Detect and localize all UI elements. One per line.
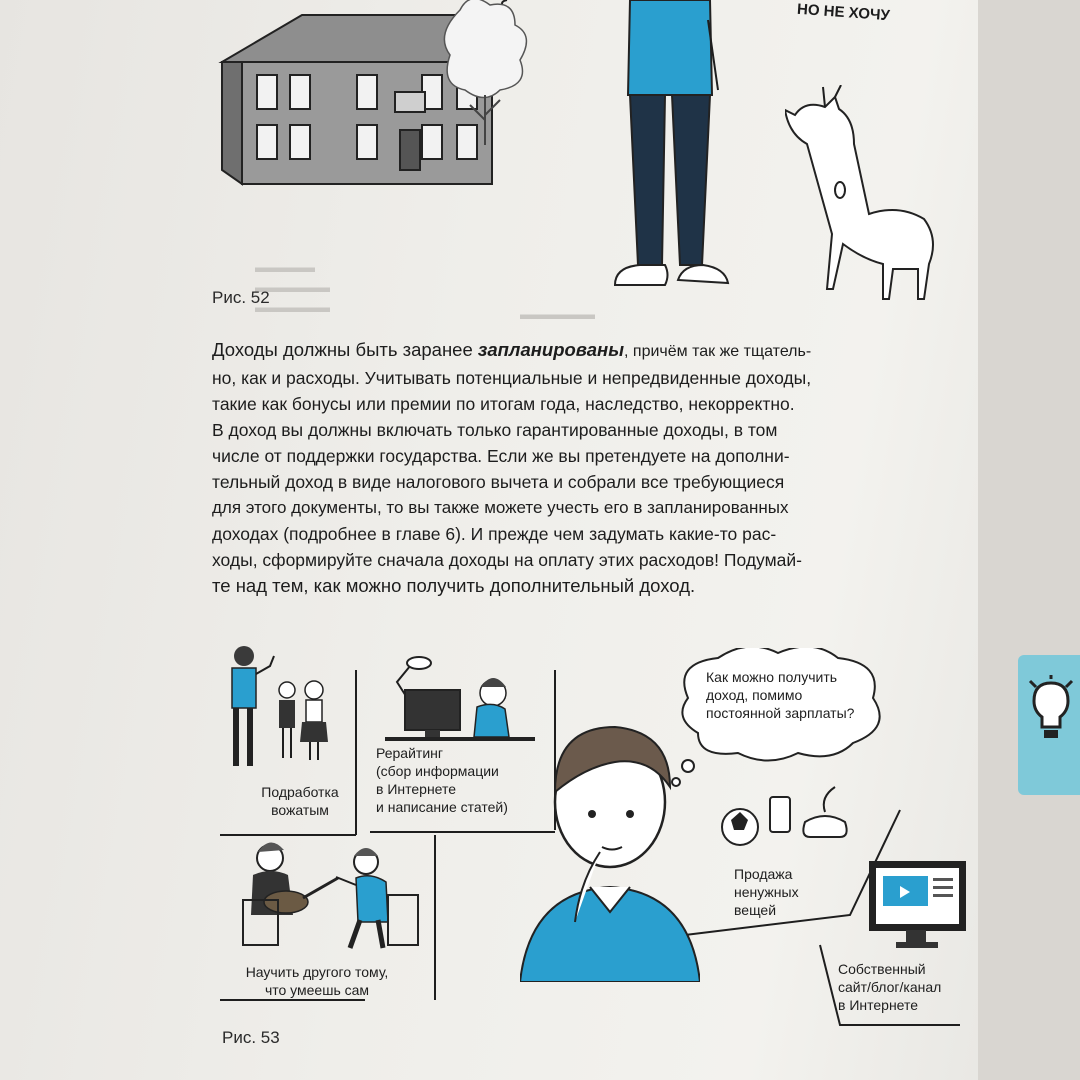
teaching-illustration	[238, 840, 428, 955]
label-line: сайт/блог/канал	[838, 979, 942, 995]
label-line: в Интернете	[376, 781, 457, 797]
paragraph-line: но, как и расходы. Учитывать потенциальные и непредвиденные доходы,	[212, 368, 812, 388]
bubble-line: Как можно получить	[706, 669, 838, 685]
emphasized-word: запланированы	[477, 339, 625, 360]
speech-text: НО НЕ ХОЧУ	[796, 0, 891, 25]
paragraph-text: Доходы должны быть заранее	[212, 339, 478, 360]
bleed-through-text: ▬▬▬▬ ▬▬▬▬▬ ▬▬▬▬▬	[255, 259, 330, 316]
gamepad-icon	[803, 816, 846, 837]
label-sell	[734, 865, 834, 919]
label-line: Рерайтинг	[376, 745, 443, 761]
bleed-through-text: ▬▬▬▬▬	[520, 306, 595, 323]
figure-52-caption: Рис. 52	[212, 288, 270, 307]
paragraph-line: В доход вы должны включать только гарантированные доходы, в том	[212, 420, 778, 440]
label-line: (сбор информации	[376, 763, 499, 779]
paragraph-line: такие как бонусы или премии по итогам года, наследство, некорректно.	[212, 394, 795, 414]
label-line: что умеешь сам	[264, 982, 370, 998]
label-line: Продажа	[734, 866, 793, 882]
goat-illustration	[785, 85, 950, 300]
thought-bubble-text	[706, 668, 896, 722]
label-line: Собственный	[838, 961, 926, 977]
label-site	[838, 960, 978, 1014]
hint-tab	[1018, 655, 1080, 795]
paragraph-line: числе от поддержки государства. Если же вы претендуете на дополни-	[212, 446, 790, 466]
paragraph-line: те над тем, как можно получить дополнительный доход.	[212, 575, 696, 596]
paragraph-text: , причём так же тщатель-	[624, 343, 812, 360]
paragraph-line: доходах (подробнее в главе 6). И прежде чем задумать какие-то рас-	[212, 524, 777, 544]
label-line: Научить другого тому,	[245, 964, 389, 980]
counselor-illustration	[222, 642, 337, 777]
label-teach	[232, 963, 402, 999]
label-line: в Интернете	[838, 997, 919, 1013]
label-line: вещей	[734, 902, 777, 918]
figure-53-caption: Рис. 53	[222, 1028, 280, 1047]
paragraph-line: тельный доход в виде налогового вычета и собрали все требующиеся	[212, 472, 785, 492]
paragraph-line: ходы, сформируйте сначала доходы на оплату этих расходов! Подумай-	[212, 550, 802, 570]
label-counselor	[250, 783, 350, 819]
thinking-boy-illustration	[520, 722, 700, 982]
sell-items-illustration	[710, 782, 860, 852]
lightbulb-icon	[1026, 675, 1076, 745]
monitor-icon	[868, 860, 968, 955]
standing-person-illustration	[600, 0, 740, 290]
label-line: Подработка	[261, 784, 339, 800]
main-paragraph	[212, 337, 964, 599]
label-line: вожатым	[271, 802, 329, 818]
bubble-line: доход, помимо	[706, 687, 803, 703]
label-line: и написание статей)	[376, 799, 508, 815]
paragraph-line: для этого документы, то вы также можете учесть его в запланированных	[212, 498, 789, 517]
tree-illustration	[440, 0, 540, 150]
label-line: ненужных	[734, 884, 799, 900]
bubble-line: постоянной зарплаты?	[706, 705, 855, 721]
phone-icon	[770, 797, 790, 832]
